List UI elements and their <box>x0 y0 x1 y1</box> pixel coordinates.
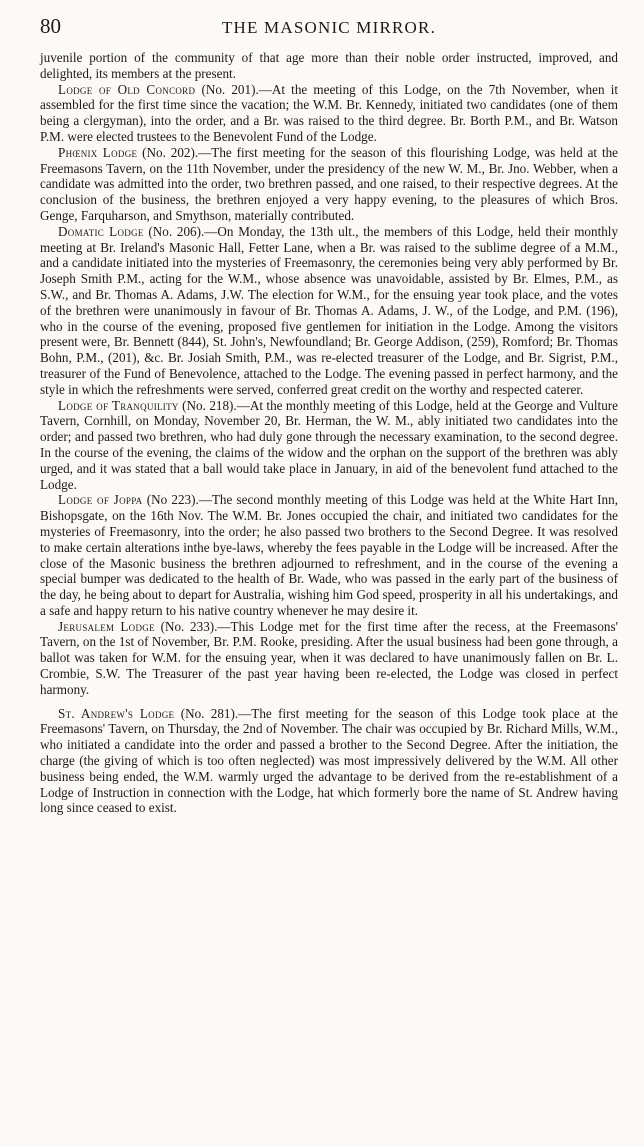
paragraph <box>40 82 618 145</box>
paragraph-text: (No. 201).—At the meeting of this Lodge, on the 7th November, when it assembled for the first time since the vacation; the W.M. Br. Kennedy, initiated two candidates (one of them being a clergyman), into the order, and a Br. was raised to the third degree. Br. Borth P.M., and Br. Watson P.M. were elected trustees to the Benevolent Fund of the Lodge. <box>40 81 618 144</box>
paragraph-text: (No. 233).—This Lodge met for the first time after the recess, at the Freemasons' Tavern, on the 1st of November, Br. P.M. Rooke, presiding. After the usual business had been gone through, a ballot was taken for W.M. for the ensuing year, when it was declared to have unanimously fallen on Br. L. Crombie, S.W. The Treasurer of the past year having been re-elected, the Lodge was closed in perfect harmony. <box>40 618 618 697</box>
paragraph <box>40 145 618 224</box>
lodge-name: Lodge of Old Concord <box>58 81 196 97</box>
body-text <box>40 50 618 816</box>
lodge-name: Lodge of Joppa <box>58 492 143 508</box>
paragraph <box>40 619 618 698</box>
paragraph <box>40 50 618 82</box>
paragraph-text: (No. 202).—The first meeting for the season of this flourishing Lodge, was held at the Freemasons Tavern, on the 11th November, under the presidency of the new W. M., Br. Jno. Webber, when a candidate was admitted into the order, two brethren passed, and one raised, to their respective degrees. At the conclusion of the business, the brethren enjoyed a very happy evening, to the pleasures of which Bros. Genge, Farquharson, and Smythson, materially contributed. <box>40 144 619 223</box>
paragraph <box>40 398 618 493</box>
paragraph-text: (No. 218).—At the monthly meeting of this Lodge, held at the George and Vulture Tavern, Cornhill, on Monday, November 20, Br. Herman, the W. M., ably initiated two candidates into the order; and passed two brethren, who had duly gone through the necessary examination, to the second degree. In the course of the evening, the claims of the widow and the orphan on the support of the brethren was ably urged, and it was stated that a ball would take place in January, in aid of the benevolent fund attached to the Lodge. <box>40 397 618 492</box>
paragraph <box>40 706 618 817</box>
lodge-name: Jerusalem Lodge <box>58 618 155 634</box>
lodge-name: Domatic Lodge <box>58 223 144 239</box>
lodge-name: St. Andrew's Lodge <box>58 705 175 721</box>
lodge-name: Lodge of Tranquility <box>58 397 179 413</box>
paragraph <box>40 224 618 398</box>
paragraph <box>40 492 618 618</box>
lodge-name: Phœnix Lodge <box>58 144 138 160</box>
paragraph-text: (No 223).—The second monthly meeting of this Lodge was held at the White Hart Inn, Bishopsgate, on the 16th Nov. The W.M. Br. Jones occupied the chair, and initiated two candidates for the mysteries of Freemasonry, into the order; he also passed two brothers to the Second Degree. It was resolved to make certain alterations inthe bye-laws, whereby the fees payable in the Lodge will be increased. After the close of the Masonic business the brethren adjourned to refreshment, and in the course of the evening a special bumper was dedicated to the health of Br. Wade, who was passed in the early part of the business of the day, he being about to depart for Australia, wishing him God speed, prosperity in all his undertakings, and a safe and happy return to his native country whenever he may desire it. <box>40 492 618 618</box>
page-header <box>40 14 618 50</box>
page-number: 80 <box>40 14 61 38</box>
running-head: THE MASONIC MIRROR. <box>221 18 437 37</box>
paragraph-text: (No. 281).—The first meeting for the season of this Lodge took place at the Freemasons' Tavern, on Thursday, the 2nd of November. The chair was occupied by Br. Richard Mills, W.M., who initiated a candidate into the order and passed a brother to the Second Degree. After the initiation, the charge (the giving of which is too often neglected) was most impressively delivered by the W.M. All other business being ended, the W.M. warmly urged the advantage to be derived from the re-establishment of a Lodge of Instruction in connection with the Lodge, hat which formerly bore the name of St. Andrew having long since ceased to exist. <box>40 705 618 816</box>
paragraph-text: juvenile portion of the community of that age more than their noble order instructed, improved, and delighted, its members at the present. <box>40 50 618 81</box>
paragraph-text: (No. 206).—On Monday, the 13th ult., the members of this Lodge, held their monthly meeting at Br. Ireland's Masonic Hall, Fetter Lane, when a Br. was raised to the sublime degree of a M.M., and a candidate initiated into the mysteries of Freemasonry, the ceremonies being very ably performed by Br. Joseph Smith P.M., acting for the W.M., whose absence was unavoidable, assisted by Br. Elmes, P.M., as S.W., and Br. Thomas A. Adams, J.W. The election for W.M., for the ensuing year took place, and the votes of the brethren were unanimously in favour of Br. Thomas A. Adams, J. W., of the Lodge, and P.M. (196), who in the course of the evening, proposed five gentlemen for initiation in the Lodge. Among the visitors present were, Br. Bennett (844), St. John's, Newfoundland; Br. George Addison, (259), Romford; Br. Thomas Bohn, P.M., (201), &c. Br. Josiah Smith, P.M., was re-elected treasurer of the Lodge, and Br. Sigrist, P.M., treasurer of the Fund of Benevolence, attached to the Lodge. The evening passed in perfect harmony, and the style in which the refreshments were served, conferred great credit on the worthy and respected caterer. <box>40 223 619 397</box>
